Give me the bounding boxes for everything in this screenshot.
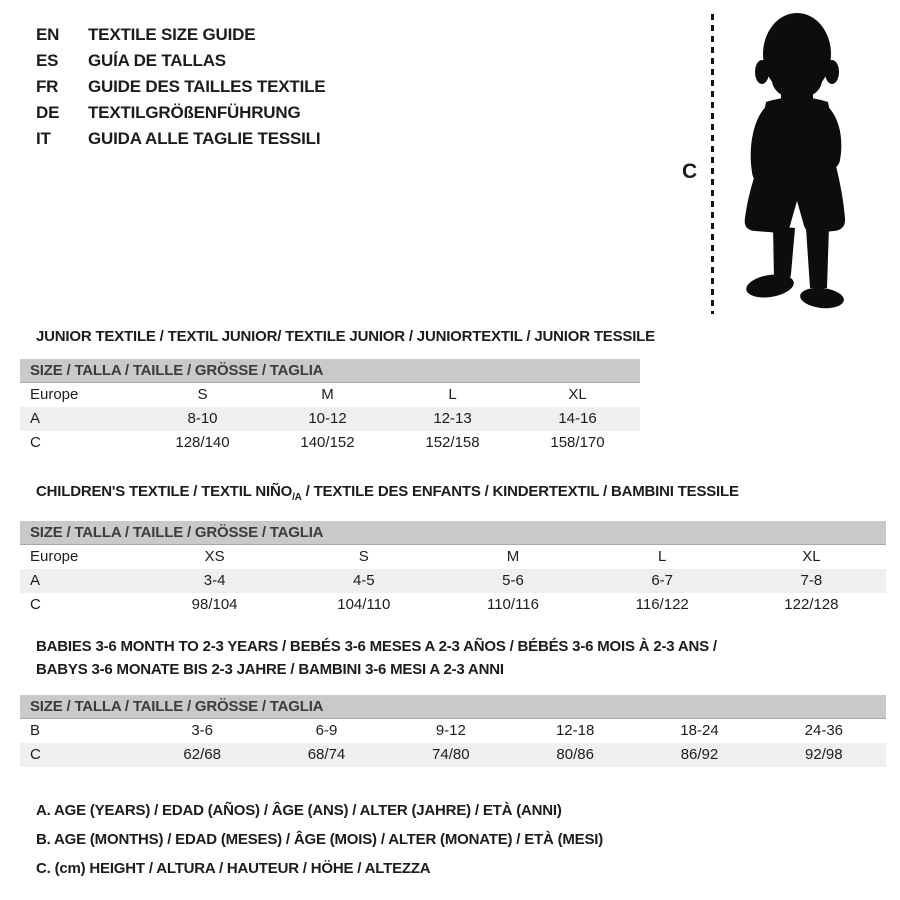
language-code: DE [36,103,60,122]
row-label: A [30,410,41,427]
babies-title-line2: BABYS 3-6 MONATE BIS 2-3 JAHRE / BAMBINI 3-6 MESI A 2-3 ANNI [36,661,504,678]
height-cell: 128/140 [175,434,230,451]
section-babies [20,635,886,767]
months-cell: 9-12 [435,722,466,739]
legend-notes [36,796,603,883]
language-list [36,22,325,152]
height-measure-dotted-line [711,14,714,314]
size-cell: M [321,386,334,403]
row-label: A [30,572,41,589]
height-cell: 110/116 [486,596,539,613]
language-label: GUIDE DES TAILLES TEXTILE [88,77,326,96]
age-cell: 5-6 [502,572,524,589]
age-cell: 10-12 [308,410,347,427]
children-table [20,521,886,617]
children-title-post: / TEXTILE DES ENFANTS / KINDERTEXTIL / BAMBINI TESSILE [301,483,739,500]
row-label: C [30,434,41,451]
table-row [20,383,640,407]
language-row-de [36,100,325,126]
height-cell: 74/80 [432,746,470,763]
babies-table-header: SIZE / TALLA / TAILLE / GRÖSSE / TAGLIA [20,695,886,719]
row-label: Europe [30,386,79,403]
table-row [20,545,886,569]
row-label: C [30,746,41,763]
row-label: C [30,596,41,613]
children-table-header: SIZE / TALLA / TAILLE / GRÖSSE / TAGLIA [20,521,886,545]
height-cell: 92/98 [805,746,843,763]
table-row [20,569,886,593]
months-cell: 18-24 [680,722,719,739]
table-row [20,593,886,617]
height-cell: 158/170 [550,434,605,451]
baby-silhouette-icon [722,8,867,313]
age-cell: 14-16 [558,410,597,427]
size-cell: XL [802,548,821,565]
height-cell: 86/92 [680,746,719,763]
language-code: FR [36,77,59,96]
months-cell: 6-9 [315,722,338,739]
table-row [20,431,640,455]
age-cell: 12-13 [433,410,472,427]
children-title [20,483,886,503]
note-age-months: B. AGE (MONTHS) / EDAD (MESES) / ÂGE (MOIS) / ALTER (MONATE) / ETÀ (MESI) [36,831,604,848]
height-cell: 104/110 [337,596,391,613]
section-junior [20,328,655,455]
children-title-sub: /A [292,492,302,503]
size-cell: S [358,548,369,565]
height-cell: 122/128 [784,596,839,613]
junior-table-header: SIZE / TALLA / TAILLE / GRÖSSE / TAGLIA [20,359,640,383]
language-label: GUÍA DE TALLAS [88,51,226,70]
table-row [20,407,640,431]
babies-table [20,695,886,767]
language-row-es [36,48,325,74]
size-cell: L [448,386,457,403]
language-label: GUIDA ALLE TAGLIE TESSILI [88,129,321,148]
junior-title: JUNIOR TEXTILE / TEXTIL JUNIOR/ TEXTILE JUNIOR / JUNIORTEXTIL / JUNIOR TESSILE [36,328,655,345]
language-code: IT [36,129,51,148]
language-row-fr [36,74,325,100]
section-children [20,483,886,617]
note-height-cm: C. (cm) HEIGHT / ALTURA / HAUTEUR / HÖHE / ALTEZZA [36,860,431,877]
language-label: TEXTILGRÖßENFÜHRUNG [88,103,301,122]
size-cell: S [197,386,208,403]
age-cell: 3-4 [203,572,226,589]
age-cell: 7-8 [800,572,823,589]
height-cell: 68/74 [307,746,346,763]
height-cell: 80/86 [556,746,594,763]
height-measure-label: C [682,160,698,183]
size-cell: XS [204,548,225,565]
months-cell: 3-6 [191,722,213,739]
height-cell: 98/104 [191,596,238,613]
age-cell: 4-5 [352,572,375,589]
language-label: TEXTILE SIZE GUIDE [88,25,256,44]
babies-title [20,635,886,681]
height-cell: 62/68 [183,746,221,763]
language-code: ES [36,51,59,70]
table-row [20,719,886,743]
row-label: Europe [30,548,79,565]
size-cell: L [658,548,667,565]
children-title-pre: CHILDREN'S TEXTILE / TEXTIL NIÑO [36,483,293,500]
language-row-it [36,126,325,152]
baby-figure [660,0,900,330]
months-cell: 12-18 [555,722,595,739]
height-cell: 140/152 [300,434,355,451]
age-cell: 8-10 [187,410,218,427]
table-row [20,743,886,767]
height-cell: 116/122 [635,596,689,613]
size-cell: XL [568,386,587,403]
note-age-years: A. AGE (YEARS) / EDAD (AÑOS) / ÂGE (ANS) / ALTER (JAHRE) / ETÀ (ANNI) [36,802,562,819]
babies-title-line1: BABIES 3-6 MONTH TO 2-3 YEARS / BEBÉS 3-6 MESES A 2-3 AÑOS / BÉBÉS 3-6 MOIS À 2-3 ANS / [36,638,717,655]
height-cell: 152/158 [425,434,480,451]
row-label: B [30,722,41,739]
age-cell: 6-7 [651,572,674,589]
junior-table [20,359,640,455]
months-cell: 24-36 [804,722,844,739]
size-cell: M [506,548,520,565]
language-code: EN [36,25,60,44]
language-row-en [36,22,325,48]
